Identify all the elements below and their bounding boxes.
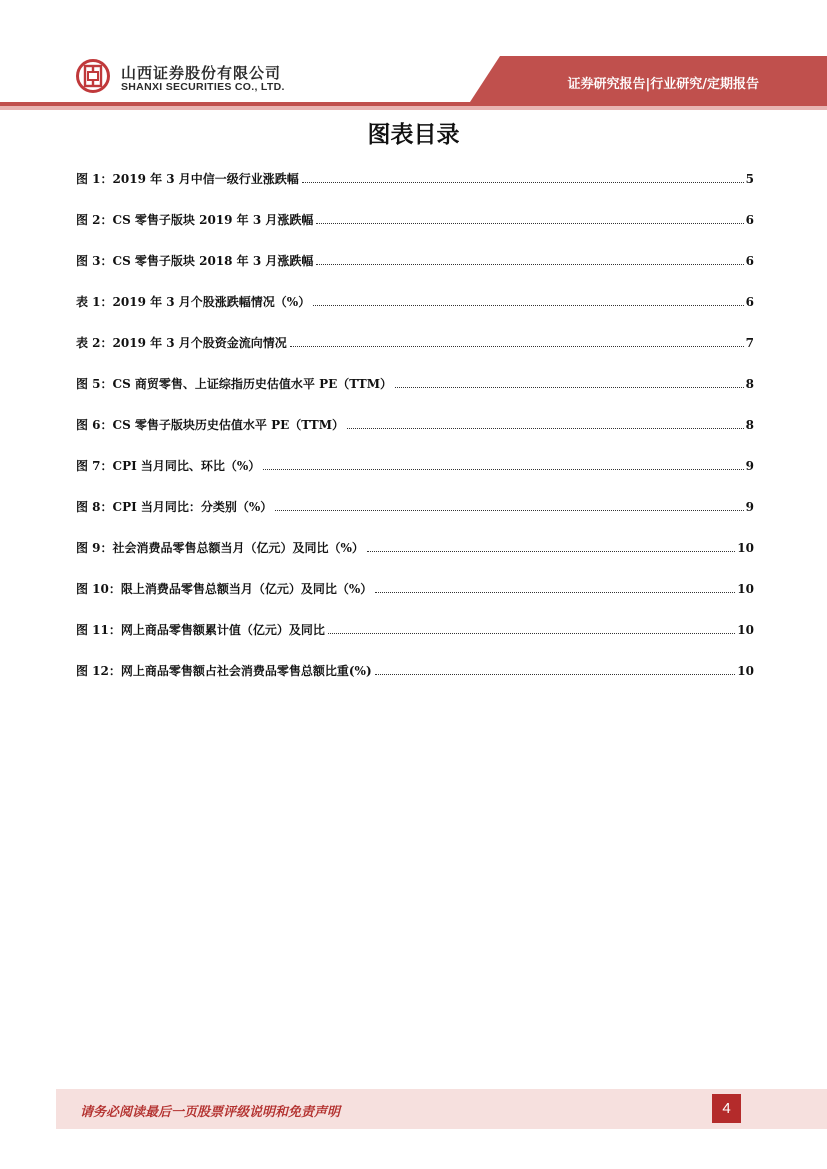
toc-leader-dots [313, 305, 743, 306]
toc-entry-page: 10 [737, 582, 754, 596]
company-name-cn: 山西证券股份有限公司 [121, 64, 282, 82]
toc-entry-page: 6 [745, 295, 754, 309]
toc-entry[interactable] [76, 293, 754, 334]
toc-entry-label: 图 7：CPI 当月同比、环比（%） [76, 459, 261, 473]
toc-entry-label: 图 11：网上商品零售额累计值（亿元）及同比 [76, 623, 325, 637]
toc-leader-dots [367, 551, 735, 552]
toc-entry[interactable] [76, 375, 754, 416]
toc-entry-page: 6 [745, 254, 754, 268]
toc-entry-label: 图 9：社会消费品零售总额当月（亿元）及同比（%） [76, 541, 364, 555]
page-header [0, 0, 827, 110]
toc-entry[interactable] [76, 539, 754, 580]
toc-entry-page: 10 [737, 541, 754, 555]
toc-entry[interactable] [76, 621, 754, 662]
toc-leader-dots [316, 223, 743, 224]
toc-entry[interactable] [76, 416, 754, 457]
toc-entry[interactable] [76, 580, 754, 621]
toc-entry-page: 8 [745, 377, 754, 391]
toc-entry-page: 7 [745, 336, 754, 350]
toc-list [76, 170, 754, 703]
toc-entry[interactable] [76, 498, 754, 539]
toc-entry-label: 表 1：2019 年 3 月个股涨跌幅情况（%） [76, 295, 311, 309]
toc-entry-page: 10 [737, 664, 754, 678]
toc-entry-page: 5 [745, 172, 754, 186]
toc-leader-dots [316, 264, 743, 265]
company-name-en: SHANXI SECURITIES CO., LTD. [121, 81, 285, 93]
toc-leader-dots [347, 428, 744, 429]
toc-entry-label: 图 3：CS 零售子版块 2018 年 3 月涨跌幅 [76, 254, 314, 268]
toc-entry-label: 图 12：网上商品零售额占社会消费品零售总额比重(%) [76, 664, 372, 678]
toc-leader-dots [290, 346, 744, 347]
toc-entry-page: 6 [745, 213, 754, 227]
toc-entry[interactable] [76, 334, 754, 375]
report-type-label: 证券研究报告|行业研究/定期报告 [567, 77, 759, 92]
company-logo-icon [76, 59, 110, 93]
toc-entry-label: 图 2：CS 零售子版块 2019 年 3 月涨跌幅 [76, 213, 314, 227]
toc-title: 图表目录 [367, 122, 460, 148]
toc-leader-dots [263, 469, 743, 470]
toc-leader-dots [275, 510, 743, 511]
toc-leader-dots [328, 633, 735, 634]
toc-leader-dots [302, 182, 744, 183]
footer-disclaimer: 请务必阅读最后一页股票评级说明和免责声明 [80, 1105, 341, 1120]
toc-entry-label: 图 8：CPI 当月同比：分类别（%） [76, 500, 273, 514]
toc-entry[interactable] [76, 662, 754, 703]
toc-entry[interactable] [76, 211, 754, 252]
toc-entry-page: 10 [737, 623, 754, 637]
toc-leader-dots [395, 387, 744, 388]
toc-entry[interactable] [76, 252, 754, 293]
toc-entry-label: 图 6：CS 零售子版块历史估值水平 PE（TTM） [76, 418, 344, 432]
toc-leader-dots [375, 674, 736, 675]
toc-entry-page: 9 [745, 500, 754, 514]
page-number: 4 [712, 1094, 741, 1123]
toc-entry-page: 9 [745, 459, 754, 473]
toc-entry[interactable] [76, 457, 754, 498]
toc-leader-dots [375, 592, 735, 593]
toc-entry-label: 表 2：2019 年 3 月个股资金流向情况 [76, 336, 287, 350]
toc-entry-label: 图 1：2019 年 3 月中信一级行业涨跌幅 [76, 172, 299, 186]
toc-entry-page: 8 [745, 418, 754, 432]
toc-entry-label: 图 10：限上消费品零售总额当月（亿元）及同比（%） [76, 582, 373, 596]
toc-entry-label: 图 5：CS 商贸零售、上证综指历史估值水平 PE（TTM） [76, 377, 392, 391]
toc-entry[interactable] [76, 170, 754, 211]
